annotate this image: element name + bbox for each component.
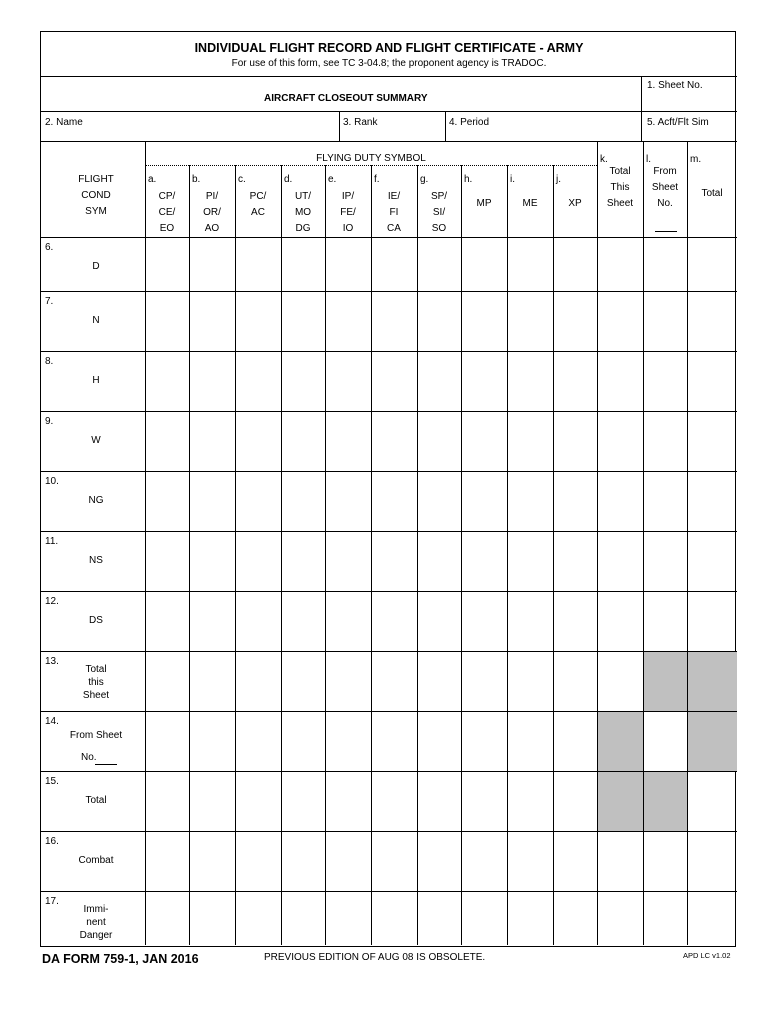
column-heading-line: PC/ (249, 191, 267, 202)
entry-cell[interactable] (236, 772, 280, 830)
column-heading (235, 189, 281, 221)
column-heading-line: IO (342, 223, 354, 234)
entry-cell[interactable] (462, 832, 506, 890)
closeout-title: AIRCRAFT CLOSEOUT SUMMARY (264, 93, 428, 104)
entry-cell[interactable] (236, 592, 280, 650)
entry-cell[interactable] (688, 892, 736, 944)
entry-cell[interactable] (146, 412, 188, 470)
entry-cell[interactable] (554, 652, 596, 710)
entry-cell[interactable] (508, 832, 552, 890)
column-heading (281, 189, 325, 237)
entry-cell[interactable] (598, 832, 642, 890)
row-label-line: Total (85, 664, 107, 675)
entry-cell[interactable] (644, 832, 686, 890)
period-label: 4. Period (449, 117, 490, 128)
column-heading-line: UT/ (294, 191, 312, 202)
rank-field[interactable] (343, 128, 443, 140)
entry-cell[interactable] (418, 292, 460, 350)
entry-cell[interactable] (644, 292, 686, 350)
entry-cell[interactable] (236, 472, 280, 530)
entry-cell[interactable] (462, 772, 506, 830)
entry-cell[interactable] (146, 472, 188, 530)
from-sheet-blank (655, 231, 677, 232)
column-heading (417, 189, 461, 237)
flight-cond-heading (61, 172, 131, 220)
entry-cell[interactable] (372, 832, 416, 890)
row-label: H (92, 375, 100, 386)
entry-cell[interactable] (146, 532, 188, 590)
entry-cell[interactable] (554, 238, 596, 290)
row-label: DS (89, 615, 103, 626)
row-label: Combat (78, 855, 114, 866)
entry-cell[interactable] (372, 412, 416, 470)
entry-cell[interactable] (326, 712, 370, 770)
entry-cell[interactable] (688, 472, 736, 530)
column-heading-line: From (653, 166, 677, 177)
flight-cond-line-3: SYM (85, 206, 107, 217)
row-label (51, 903, 141, 942)
entry-cell[interactable] (190, 652, 234, 710)
entry-cell[interactable] (508, 292, 552, 350)
column-heading-line: IP/ (341, 191, 355, 202)
entry-cell[interactable] (146, 652, 188, 710)
entry-cell[interactable] (372, 712, 416, 770)
acft-field[interactable] (647, 128, 733, 140)
entry-cell[interactable] (326, 292, 370, 350)
row-number: 13. (45, 656, 59, 667)
column-heading (687, 186, 737, 202)
period-field[interactable] (449, 128, 637, 140)
from-sheet-row-blank (95, 764, 117, 765)
entry-cell[interactable] (554, 772, 596, 830)
entry-cell[interactable] (372, 532, 416, 590)
shaded-cell (688, 652, 737, 711)
entry-cell[interactable] (146, 352, 188, 410)
column-letter: c. (238, 174, 246, 185)
column-heading-line: FE/ (340, 207, 356, 218)
row-label-line: No. (81, 752, 97, 763)
entry-cell[interactable] (508, 892, 552, 944)
column-letter: d. (284, 174, 293, 185)
column-letter: i. (510, 174, 515, 185)
entry-cell[interactable] (554, 832, 596, 890)
column-heading (507, 196, 553, 212)
entry-cell[interactable] (372, 772, 416, 830)
entry-cell[interactable] (326, 652, 370, 710)
form-version: APD LC v1.02 (683, 951, 731, 960)
entry-cell[interactable] (418, 532, 460, 590)
column-heading (461, 196, 507, 212)
row-number: 8. (45, 356, 54, 367)
entry-cell[interactable] (508, 652, 552, 710)
entry-cell[interactable] (236, 412, 280, 470)
entry-cell[interactable] (688, 352, 736, 410)
entry-cell[interactable] (190, 832, 234, 890)
entry-cell[interactable] (190, 712, 234, 770)
row-number: 12. (45, 596, 59, 607)
entry-cell[interactable] (508, 712, 552, 770)
entry-cell[interactable] (236, 712, 280, 770)
entry-cell[interactable] (372, 238, 416, 290)
entry-cell[interactable] (462, 352, 506, 410)
form-subtitle: For use of this form, see TC 3-04.8; the proponent agency is TRADOC. (231, 58, 547, 69)
column-heading (371, 189, 417, 237)
entry-cell[interactable] (462, 652, 506, 710)
entry-cell[interactable] (644, 238, 686, 290)
column-heading-line: CE/ (158, 207, 176, 218)
entry-cell[interactable] (508, 472, 552, 530)
column-heading-line: MO (294, 207, 312, 218)
flight-cond-line-1: FLIGHT (78, 174, 114, 185)
entry-cell[interactable] (418, 472, 460, 530)
entry-cell[interactable] (644, 412, 686, 470)
entry-cell[interactable] (598, 472, 642, 530)
entry-cell[interactable] (598, 412, 642, 470)
row-label-line: this (88, 677, 104, 688)
entry-cell[interactable] (688, 832, 736, 890)
entry-cell[interactable] (146, 772, 188, 830)
entry-cell[interactable] (644, 892, 686, 944)
flight-record-form (40, 31, 736, 947)
column-heading-line: OR/ (203, 207, 221, 218)
row-label: N (92, 315, 100, 326)
column-heading-line: SO (431, 223, 447, 234)
shaded-cell (598, 772, 643, 831)
sheet-no-field[interactable] (647, 94, 733, 109)
entry-cell[interactable] (282, 892, 324, 944)
entry-cell[interactable] (462, 292, 506, 350)
entry-cell[interactable] (326, 592, 370, 650)
entry-cell[interactable] (372, 892, 416, 944)
shaded-cell (644, 652, 687, 711)
entry-cell[interactable] (146, 238, 188, 290)
column-heading (145, 189, 189, 237)
entry-cell[interactable] (282, 772, 324, 830)
shaded-cell (688, 712, 737, 771)
column-heading-line: XP (568, 198, 582, 209)
entry-cell[interactable] (462, 892, 506, 944)
row-number: 16. (45, 836, 59, 847)
row-label: W (91, 435, 101, 446)
entry-cell[interactable] (644, 712, 686, 770)
row-number: 6. (45, 242, 54, 253)
sheet-no-label: 1. Sheet No. (647, 80, 703, 91)
entry-cell[interactable] (418, 412, 460, 470)
rule-under-closeout (41, 111, 737, 112)
entry-cell[interactable] (418, 772, 460, 830)
column-heading (325, 189, 371, 237)
row-label-line: From Sheet (69, 730, 123, 741)
entry-cell[interactable] (282, 712, 324, 770)
shaded-cell (644, 772, 687, 831)
entry-cell[interactable] (236, 292, 280, 350)
entry-cell[interactable] (190, 238, 234, 290)
column-heading-line: Total (609, 166, 631, 177)
entry-cell[interactable] (508, 238, 552, 290)
entry-cell[interactable] (372, 592, 416, 650)
entry-cell[interactable] (688, 592, 736, 650)
entry-cell[interactable] (236, 532, 280, 590)
entry-cell[interactable] (554, 532, 596, 590)
entry-cell[interactable] (282, 292, 324, 350)
entry-cell[interactable] (326, 472, 370, 530)
entry-cell[interactable] (326, 772, 370, 830)
entry-cell[interactable] (418, 832, 460, 890)
column-heading-line: Sheet (651, 182, 679, 193)
entry-cell[interactable] (146, 292, 188, 350)
column-letter: f. (374, 174, 380, 185)
row-label-line: nent (86, 917, 106, 928)
column-heading-line: ME (522, 198, 538, 209)
column-heading-line: CA (387, 223, 401, 234)
entry-cell[interactable] (554, 352, 596, 410)
entry-cell[interactable] (598, 652, 642, 710)
entry-cell[interactable] (418, 712, 460, 770)
column-heading-line: SP/ (430, 191, 448, 202)
row-label (51, 725, 141, 769)
row-number: 7. (45, 296, 54, 307)
divider-rank (339, 111, 340, 141)
entry-cell[interactable] (644, 352, 686, 410)
entry-cell[interactable] (146, 832, 188, 890)
entry-cell[interactable] (326, 238, 370, 290)
column-heading-line: SI/ (432, 207, 446, 218)
flight-cond-line-2: COND (81, 190, 111, 201)
entry-cell[interactable] (146, 892, 188, 944)
column-heading-line: No. (657, 198, 673, 209)
entry-cell[interactable] (282, 412, 324, 470)
column-heading (189, 189, 235, 237)
rank-label: 3. Rank (343, 117, 378, 128)
shaded-cell (598, 712, 643, 771)
entry-cell[interactable] (282, 352, 324, 410)
row-number: 10. (45, 476, 59, 487)
column-heading-line: AO (204, 223, 220, 234)
entry-cell[interactable] (644, 532, 686, 590)
entry-cell[interactable] (688, 412, 736, 470)
column-heading-line: CP/ (158, 191, 176, 202)
entry-cell[interactable] (190, 592, 234, 650)
entry-cell[interactable] (326, 532, 370, 590)
row-label: Total (85, 795, 107, 806)
entry-cell[interactable] (462, 532, 506, 590)
entry-cell[interactable] (554, 892, 596, 944)
entry-cell[interactable] (688, 532, 736, 590)
entry-cell[interactable] (326, 352, 370, 410)
column-letter: b. (192, 174, 201, 185)
entry-cell[interactable] (236, 238, 280, 290)
column-letter: g. (420, 174, 429, 185)
divider-sheet-no (641, 76, 642, 141)
entry-cell[interactable] (462, 472, 506, 530)
row-label-line: Sheet (82, 690, 110, 701)
entry-cell[interactable] (372, 292, 416, 350)
acft-label: 5. Acft/Flt Sim (647, 117, 709, 128)
entry-cell[interactable] (372, 472, 416, 530)
row-number: 17. (45, 896, 59, 907)
entry-cell[interactable] (372, 652, 416, 710)
entry-cell[interactable] (462, 412, 506, 470)
entry-cell[interactable] (282, 238, 324, 290)
row-label-line: Immi- (83, 904, 109, 915)
entry-cell[interactable] (462, 592, 506, 650)
form-title: INDIVIDUAL FLIGHT RECORD AND FLIGHT CERTIFICATE - ARMY (194, 41, 584, 55)
column-letter: l. (646, 154, 651, 165)
entry-cell[interactable] (190, 772, 234, 830)
row-number: 14. (45, 716, 59, 727)
entry-cell[interactable] (462, 712, 506, 770)
entry-cell[interactable] (418, 652, 460, 710)
column-letter: h. (464, 174, 473, 185)
entry-cell[interactable] (236, 352, 280, 410)
entry-cell[interactable] (190, 472, 234, 530)
entry-cell[interactable] (598, 592, 642, 650)
column-heading-line: MP (476, 198, 492, 209)
obsolete-notice: PREVIOUS EDITION OF AUG 08 IS OBSOLETE. (264, 952, 486, 963)
row-label: NG (88, 495, 104, 506)
row-number: 15. (45, 776, 59, 787)
entry-cell[interactable] (508, 412, 552, 470)
column-heading (553, 196, 597, 212)
entry-cell[interactable] (418, 238, 460, 290)
entry-cell[interactable] (418, 892, 460, 944)
entry-cell[interactable] (190, 412, 234, 470)
column-heading-line: AC (251, 207, 265, 218)
entry-cell[interactable] (372, 352, 416, 410)
entry-cell[interactable] (282, 472, 324, 530)
form-id: DA FORM 759-1, JAN 2016 (42, 952, 199, 966)
entry-cell[interactable] (554, 592, 596, 650)
entry-cell[interactable] (688, 292, 736, 350)
entry-cell[interactable] (190, 892, 234, 944)
column-letter: k. (600, 154, 608, 165)
column-heading-line: DG (295, 223, 311, 234)
entry-cell[interactable] (190, 352, 234, 410)
entry-cell[interactable] (508, 352, 552, 410)
column-heading-line: This (610, 182, 630, 193)
column-letter: m. (690, 154, 702, 165)
column-heading-line: PI/ (205, 191, 219, 202)
row-label (51, 663, 141, 702)
entry-cell[interactable] (326, 892, 370, 944)
column-heading (597, 164, 643, 212)
entry-cell[interactable] (688, 772, 736, 830)
entry-cell[interactable] (462, 238, 506, 290)
column-heading-line: EO (159, 223, 175, 234)
name-field[interactable] (45, 128, 335, 140)
entry-cell[interactable] (190, 292, 234, 350)
entry-cell[interactable] (644, 592, 686, 650)
entry-cell[interactable] (282, 592, 324, 650)
row-number: 9. (45, 416, 54, 427)
entry-cell[interactable] (508, 532, 552, 590)
column-heading-line: Total (701, 188, 723, 199)
column-heading (643, 164, 687, 212)
entry-cell[interactable] (146, 712, 188, 770)
entry-cell[interactable] (282, 532, 324, 590)
row-number: 11. (45, 536, 59, 547)
rule-under-title (41, 76, 737, 77)
entry-cell[interactable] (598, 352, 642, 410)
entry-cell[interactable] (236, 832, 280, 890)
column-heading-line: Sheet (606, 198, 634, 209)
entry-cell[interactable] (418, 352, 460, 410)
column-letter: j. (556, 174, 561, 185)
flying-duty-symbol-heading: FLYING DUTY SYMBOL (316, 153, 426, 164)
entry-cell[interactable] (598, 532, 642, 590)
entry-cell[interactable] (554, 412, 596, 470)
name-label: 2. Name (45, 117, 83, 128)
entry-cell[interactable] (190, 532, 234, 590)
entry-cell[interactable] (236, 892, 280, 944)
entry-cell[interactable] (146, 592, 188, 650)
entry-cell[interactable] (508, 592, 552, 650)
entry-cell[interactable] (418, 592, 460, 650)
entry-cell[interactable] (326, 832, 370, 890)
entry-cell[interactable] (598, 238, 642, 290)
entry-cell[interactable] (554, 292, 596, 350)
entry-cell[interactable] (554, 472, 596, 530)
column-heading-line: IE/ (387, 191, 401, 202)
entry-cell[interactable] (236, 652, 280, 710)
divider-period (445, 111, 446, 141)
entry-cell[interactable] (554, 712, 596, 770)
column-letter: a. (148, 174, 157, 185)
entry-cell[interactable] (282, 832, 324, 890)
entry-cell[interactable] (326, 412, 370, 470)
entry-cell[interactable] (598, 892, 642, 944)
column-letter: e. (328, 174, 337, 185)
entry-cell[interactable] (598, 292, 642, 350)
row-label: NS (89, 555, 103, 566)
row-label-line: Danger (79, 930, 113, 941)
entry-cell[interactable] (508, 772, 552, 830)
entry-cell[interactable] (644, 472, 686, 530)
entry-cell[interactable] (688, 238, 736, 290)
column-heading-line: FI (389, 207, 399, 218)
entry-cell[interactable] (282, 652, 324, 710)
row-label: D (92, 261, 100, 272)
